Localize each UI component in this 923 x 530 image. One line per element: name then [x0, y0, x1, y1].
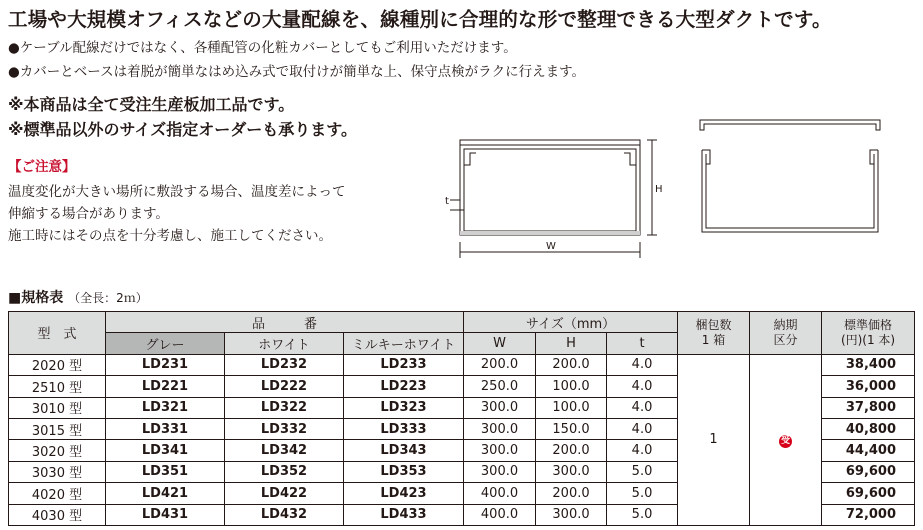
cell-w: 250.0 — [464, 376, 536, 397]
feature-bullet-1: ●ケーブル配線だけではなく、各種配管の化粧カバーとしてもご利用いただけます。 — [8, 40, 517, 56]
cell-milky: LD353 — [344, 461, 464, 482]
cell-t: 4.0 — [607, 418, 678, 439]
cell-h: 150.0 — [536, 418, 607, 439]
spec-table — [8, 311, 915, 526]
cell-model: 4030 型 — [9, 504, 106, 525]
caution-title: 【ご注意】 — [8, 159, 76, 175]
duct-exploded-diagram — [690, 112, 890, 237]
cell-milky: LD223 — [344, 376, 464, 397]
header-size: サイズ（mm） — [464, 312, 678, 333]
cell-milky: LD323 — [344, 397, 464, 418]
header-white: ホワイト — [225, 333, 344, 354]
cell-pack: 1 — [678, 354, 750, 525]
spec-table-title — [8, 287, 148, 307]
spec-title-text: ■規格表 — [8, 290, 64, 306]
cell-white: LD222 — [225, 376, 344, 397]
header-h: H — [536, 333, 607, 354]
header-w: W — [464, 333, 536, 354]
cell-t: 4.0 — [607, 440, 678, 461]
cell-white: LD332 — [225, 418, 344, 439]
cell-price: 44,400 — [822, 440, 915, 461]
cell-delivery — [750, 354, 822, 525]
cell-price: 36,000 — [822, 376, 915, 397]
cell-white: LD322 — [225, 397, 344, 418]
cell-price: 69,600 — [822, 483, 915, 504]
cell-model: 3020 型 — [9, 440, 106, 461]
cell-grey: LD341 — [106, 440, 225, 461]
header-model: 型 式 — [9, 312, 106, 355]
notice-2: ※標準品以外のサイズ指定オーダーも承ります。 — [8, 120, 357, 139]
cell-milky: LD423 — [344, 483, 464, 504]
cell-t: 4.0 — [607, 397, 678, 418]
cell-w: 300.0 — [464, 461, 536, 482]
cell-model: 3030 型 — [9, 461, 106, 482]
spec-table-body — [9, 354, 915, 525]
cell-h: 200.0 — [536, 483, 607, 504]
cell-white: LD232 — [225, 354, 344, 375]
cell-h: 100.0 — [536, 397, 607, 418]
cell-model: 2510 型 — [9, 376, 106, 397]
cell-price: 37,800 — [822, 397, 915, 418]
cell-model: 3010 型 — [9, 397, 106, 418]
cell-t: 5.0 — [607, 504, 678, 525]
dimension-h-label: H — [655, 184, 663, 195]
cell-price: 69,600 — [822, 461, 915, 482]
cell-milky: LD343 — [344, 440, 464, 461]
cell-price: 72,000 — [822, 504, 915, 525]
cell-h: 200.0 — [536, 440, 607, 461]
table-row — [9, 354, 915, 375]
cell-grey: LD221 — [106, 376, 225, 397]
headline: 工場や大規模オフィスなどの大量配線を、線種別に合理的な形で整理できる大型ダクトです。 — [8, 8, 832, 31]
header-price-sub: (円)(1 本) — [840, 332, 896, 347]
caution-line-3: 施工時にはその点を十分考慮し、施工してください。 — [8, 228, 332, 244]
cell-grey: LD231 — [106, 354, 225, 375]
header-pack-label: 梱包数 — [695, 317, 732, 332]
cell-t: 4.0 — [607, 376, 678, 397]
cell-grey: LD321 — [106, 397, 225, 418]
cell-w: 300.0 — [464, 397, 536, 418]
cell-grey: LD331 — [106, 418, 225, 439]
cell-white: LD342 — [225, 440, 344, 461]
cell-white: LD352 — [225, 461, 344, 482]
cell-w: 400.0 — [464, 483, 536, 504]
cell-grey: LD431 — [106, 504, 225, 525]
header-pack — [678, 312, 750, 355]
header-grey: グレー — [106, 333, 225, 354]
made-to-order-badge: 受 — [781, 435, 791, 446]
cell-white: LD432 — [225, 504, 344, 525]
cell-w: 300.0 — [464, 440, 536, 461]
header-delivery-sub: 区分 — [773, 332, 798, 347]
feature-bullet-2: ●カバーとベースは着脱が簡単なはめ込み式で取付けが簡単な上、保守点検がラクに行えます。 — [8, 64, 586, 80]
cell-price: 40,800 — [822, 418, 915, 439]
cell-h: 300.0 — [536, 461, 607, 482]
cell-w: 300.0 — [464, 418, 536, 439]
header-price — [822, 312, 915, 355]
cell-h: 100.0 — [536, 376, 607, 397]
header-price-label: 標準価格 — [844, 317, 893, 332]
cell-white: LD422 — [225, 483, 344, 504]
caution-line-2: 伸縮する場合があります。 — [8, 206, 169, 222]
cell-h: 200.0 — [536, 354, 607, 375]
spec-subtitle: （全長：2ｍ） — [68, 291, 148, 305]
cell-price: 38,400 — [822, 354, 915, 375]
cell-grey: LD351 — [106, 461, 225, 482]
cell-milky: LD233 — [344, 354, 464, 375]
dimension-w-label: W — [546, 241, 556, 252]
dimension-t-label: t — [445, 196, 449, 207]
cell-milky: LD433 — [344, 504, 464, 525]
cell-t: 5.0 — [607, 461, 678, 482]
cell-w: 200.0 — [464, 354, 536, 375]
cell-model: 2020 型 — [9, 354, 106, 375]
cell-model: 3015 型 — [9, 418, 106, 439]
header-t: t — [607, 333, 678, 354]
cell-t: 4.0 — [607, 354, 678, 375]
header-delivery — [750, 312, 822, 355]
caution-line-1: 温度変化が大きい場所に敷設する場合、温度差によって — [8, 184, 346, 200]
header-delivery-label: 納期 — [773, 317, 798, 332]
header-part-number: 品 番 — [106, 312, 464, 333]
notice-1: ※本商品は全て受注生産板加工品です。 — [8, 95, 295, 114]
cell-h: 300.0 — [536, 504, 607, 525]
cell-milky: LD333 — [344, 418, 464, 439]
cell-model: 4020 型 — [9, 483, 106, 504]
header-milky-white: ミルキーホワイト — [344, 333, 464, 354]
cell-w: 400.0 — [464, 504, 536, 525]
cell-t: 5.0 — [607, 483, 678, 504]
duct-cross-section-diagram — [440, 120, 670, 270]
header-pack-sub: 1 箱 — [701, 332, 726, 347]
cell-grey: LD421 — [106, 483, 225, 504]
